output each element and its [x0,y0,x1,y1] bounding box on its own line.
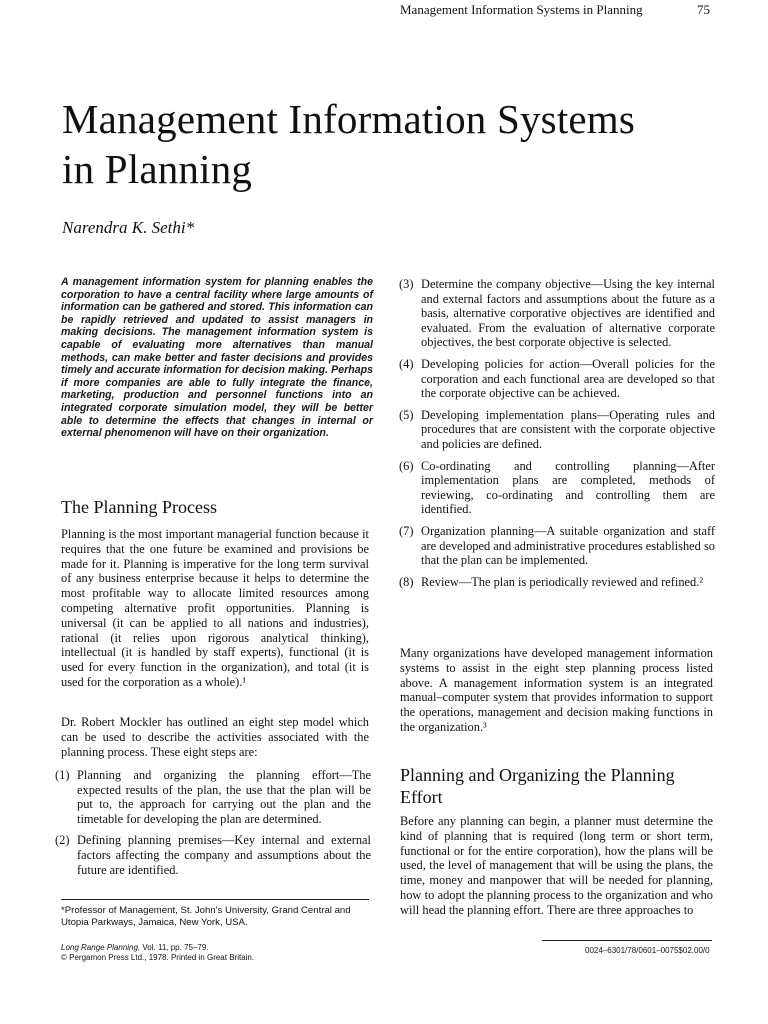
step-text: Organization planning—A suitable organization and staff are developed and administrative procedures established so that the plan can be implemented. [421,523,715,568]
paragraph-planning-intro: Planning is the most important managerial function because it requires that the one future be examined and provisions be made for it. Planning is imperative for the long term survival of any business enterprise because it helps to determine the most profitable way to allocate limited resources among competing alternative profit opportunities. Planning is universal (it can be applied to all nations and industries), rational (it relies upon rigorous analytical thinking), intellectual (it is handled by staff experts), functional (it is used for every function in the organization), and total (it is used for the corporation as a whole).¹ [61,527,369,689]
footnote-divider [61,899,369,900]
article-title-line-1: Management Information Systems [62,96,636,142]
step-text: Planning and organizing the planning effort—The expected results of the plan, the use that the plan will be put to, the approach for carrying out the plan and the timetable for developing the plan are determined. [77,768,371,826]
paragraph-mockler: Dr. Robert Mockler has outlined an eight step model which can be used to describe the activities associated with the planning process. These eight steps are: [61,715,369,759]
running-head-title: Management Information Systems in Planning [400,2,643,17]
abstract: A management information system for planning enables the corporation to have a central facility where large amounts of information can be gathered and stored. This information can be rapidly retrieved and updated to assist managers in making decisions. The management information system is capable of evaluating more alternatives than manual methods, can make better and faster decisions and provides timely and accurate information for decision making. Perhaps if more companies are able to fully integrate the finance, marketing, production and personnel functions into an integrated corporate simulation model, they will be better able to determine the effects that changes in internal or external phenomenon will have on their organization. [61,276,373,440]
journal-imprint [61,943,373,962]
step-number: (5) [399,407,414,422]
code-divider [542,940,712,941]
step-number: (3) [399,277,414,291]
journal-name: Long Range Planning, [61,943,141,952]
list-item [399,357,715,401]
list-item [399,277,715,350]
step-number: (4) [399,356,414,371]
step-number: (6) [399,458,414,473]
steps-list-right [399,277,715,596]
list-item [55,768,371,826]
step-text: Determine the company objective—Using the key internal and external factors and assumptions about the future as a basis, alternative corporative objectives are identified and evaluated. From the evaluation of alternative corporate objectives, the best corporate objective is selected. [421,277,715,350]
step-text: Developing policies for action—Overall policies for the corporation and each functional area are developed so that the corporate objective can be achieved. [421,356,715,401]
step-text: Developing implementation plans—Operating rules and procedures that are consistent with the corporate objective and policies are defined. [421,407,715,451]
list-item [399,575,715,590]
article-code: 0024–6301/78/0601–0075$02.00/0 [585,946,710,955]
page-number: 75 [697,2,710,17]
author-footnote: *Professor of Management, St. John's University, Grand Central and Utopia Parkways, Jamaica, New York, USA. [61,905,351,928]
paragraph-mis-overview: Many organizations have developed management information systems to assist in the eight step planning process listed above. A management information system is an integrated manual–computer system that provides information to support the operations, management and decision making functions in the organization.³ [400,646,713,734]
article-title [62,94,682,194]
paragraph-planning-effort: Before any planning can begin, a planner must determine the kind of planning that is required (long term or short term, functional or for the entire corporation), how the plans will be used, the level of management that will be using the plans, the time, money and manpower that will be needed for planning, how to adopt the planning process to the organization and who will head the planning effort. There are three approaches to [400,814,713,917]
article-title-line-2: in Planning [62,146,253,192]
steps-list-left [55,768,371,884]
running-head [0,2,768,18]
section-heading-planning-process: The Planning Process [61,497,217,517]
step-number: (8) [399,574,414,589]
step-text: Defining planning premises—Key internal and external factors affecting the company and assumptions about the future are identified. [77,833,371,877]
step-number: (1) [55,768,70,782]
list-item [399,459,715,517]
step-text: Co-ordinating and controlling planning—After implementation plans are completed, methods of reviewing, co-ordinating and controlling them are identified. [421,458,715,517]
step-number: (7) [399,523,414,538]
step-text: Review—The plan is periodically reviewed and refined.² [421,574,704,589]
list-item [55,833,371,877]
journal-volume: Vol. 11, pp. 75–79. [140,943,209,952]
step-number: (2) [55,833,70,848]
publisher-line: © Pergamon Press Ltd., 1978. Printed in Great Britain. [61,952,255,962]
list-item [399,524,715,568]
section-heading-planning-effort: Planning and Organizing the Planning Effort [400,765,675,807]
list-item [399,408,715,452]
author-name: Narendra K. Sethi* [62,218,195,237]
